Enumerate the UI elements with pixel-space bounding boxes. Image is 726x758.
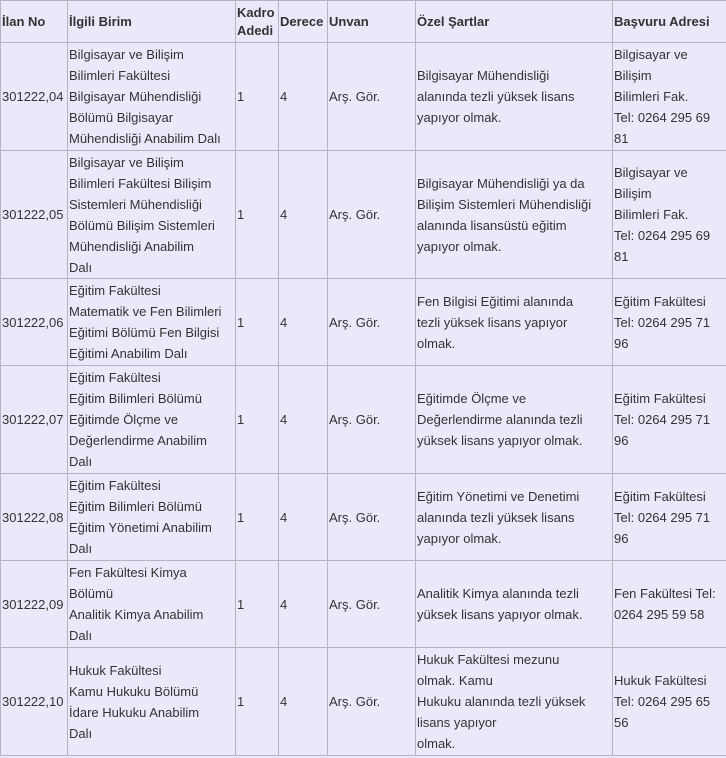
cell-birim-line: Değerlendirme Anabilim xyxy=(69,433,208,448)
cell-birim-line: Bilimleri Fakültesi xyxy=(69,68,171,83)
cell-adres-line: Tel: 0264 295 71 xyxy=(614,412,711,427)
cell-sartlar xyxy=(416,648,613,756)
cell-unvan: Arş. Gör. xyxy=(328,561,416,648)
cell-sartlar xyxy=(416,366,613,474)
cell-kadro: 1 xyxy=(236,474,279,561)
cell-unvan: Arş. Gör. xyxy=(328,279,416,366)
cell-sartlar xyxy=(416,474,613,561)
cell-birim xyxy=(68,561,236,648)
cell-sartlar-line: Bilgisayar Mühendisliği xyxy=(417,68,550,83)
table-row xyxy=(1,151,726,279)
cell-ilan-no: 301222,09 xyxy=(1,561,68,648)
cell-birim xyxy=(68,366,236,474)
cell-birim xyxy=(68,279,236,366)
cell-birim-line: Eğitim Fakültesi xyxy=(69,283,161,298)
cell-ilan-no: 301222,07 xyxy=(1,366,68,474)
header-adres: Başvuru Adresi xyxy=(613,1,726,43)
cell-unvan: Arş. Gör. xyxy=(328,648,416,756)
cell-adres-line: 81 xyxy=(614,131,629,146)
cell-adres xyxy=(613,474,726,561)
cell-adres xyxy=(613,279,726,366)
cell-ilan-no: 301222,06 xyxy=(1,279,68,366)
table-row xyxy=(1,474,726,561)
cell-sartlar xyxy=(416,279,613,366)
cell-birim-line: Bölümü Bilgisayar xyxy=(69,110,174,125)
table-row xyxy=(1,648,726,756)
cell-birim-line: Bilgisayar ve Bilişim xyxy=(69,47,184,62)
cell-sartlar-line: Hukuk Fakültesi mezunu xyxy=(417,652,560,667)
table-header-row xyxy=(1,1,726,43)
cell-sartlar-line: tezli yüksek lisans yapıyor xyxy=(417,314,568,330)
cell-derece: 4 xyxy=(279,43,328,151)
table-row xyxy=(1,561,726,648)
cell-ilan-no: 301222,10 xyxy=(1,648,68,756)
cell-sartlar-line: Analitik Kimya alanında tezli xyxy=(417,586,579,601)
cell-birim-line: Bölümü Bilişim Sistemleri xyxy=(69,217,215,233)
cell-adres-line: Bilimleri Fak. xyxy=(614,207,689,222)
cell-adres-line: Bilgisayar ve xyxy=(614,165,688,180)
cell-unvan: Arş. Gör. xyxy=(328,366,416,474)
cell-derece: 4 xyxy=(279,648,328,756)
cell-derece: 4 xyxy=(279,561,328,648)
cell-kadro: 1 xyxy=(236,151,279,279)
cell-sartlar-line: Fen Bilgisi Eğitimi alanında xyxy=(417,293,574,309)
cell-birim-line: Dalı xyxy=(69,454,93,469)
cell-birim-line: Analitik Kimya Anabilim xyxy=(69,607,204,622)
cell-birim xyxy=(68,43,236,151)
cell-birim-line: Sistemleri Mühendisliği xyxy=(69,196,202,212)
cell-adres-line: Tel: 0264 295 71 xyxy=(614,509,711,525)
cell-sartlar-line: Bilgisayar Mühendisliği ya da xyxy=(417,175,585,191)
cell-sartlar-line: Eğitim Yönetimi ve Denetimi xyxy=(417,488,580,504)
cell-adres-line: Eğitim Fakültesi xyxy=(614,293,706,309)
cell-birim xyxy=(68,151,236,279)
cell-birim-line: Matematik ve Fen Bilimleri xyxy=(69,304,222,319)
cell-adres-line: Bilişim xyxy=(614,186,652,201)
cell-adres-line: Bilimleri Fak. xyxy=(614,89,689,104)
cell-birim-line: Hukuk Fakültesi xyxy=(69,662,162,678)
cell-ilan-no: 301222,08 xyxy=(1,474,68,561)
cell-birim-line: Eğitim Fakültesi xyxy=(69,478,161,493)
cell-birim-line: Dalı xyxy=(69,628,93,643)
cell-unvan: Arş. Gör. xyxy=(328,43,416,151)
cell-birim-line: Bölümü xyxy=(69,586,114,601)
cell-adres-line: Eğitim Fakültesi xyxy=(614,391,706,406)
cell-adres-line: Eğitim Fakültesi xyxy=(614,488,706,504)
cell-adres xyxy=(613,151,726,279)
header-birim: İlgili Birim xyxy=(68,1,236,43)
cell-birim-line: Dalı xyxy=(69,725,93,741)
cell-adres-line: 96 xyxy=(614,335,629,351)
cell-birim-line: Bilgisayar ve Bilişim xyxy=(69,154,184,170)
cell-sartlar-line: olmak. xyxy=(417,736,456,751)
cell-unvan: Arş. Gör. xyxy=(328,474,416,561)
cell-sartlar-line: yüksek lisans yapıyor olmak. xyxy=(417,607,583,622)
cell-birim-line: Eğitimde Ölçme ve xyxy=(69,412,179,427)
cell-birim-line: İdare Hukuku Anabilim xyxy=(69,704,200,720)
cell-adres-line: Fen Fakültesi Tel: xyxy=(614,586,716,601)
header-ilan-no: İlan No xyxy=(1,1,68,43)
cell-birim-line: Mühendisliği Anabilim Dalı xyxy=(69,131,221,146)
cell-derece: 4 xyxy=(279,279,328,366)
cell-adres xyxy=(613,366,726,474)
cell-adres-line: Bilgisayar ve xyxy=(614,47,688,62)
cell-unvan: Arş. Gör. xyxy=(328,151,416,279)
cell-sartlar-line: olmak. xyxy=(417,335,456,351)
cell-birim-line: Mühendisliği Anabilim xyxy=(69,238,195,254)
cell-sartlar-line: alanında lisansüstü eğitim xyxy=(417,217,567,233)
cell-birim-line: Kamu Hukuku Bölümü xyxy=(69,683,199,699)
cell-kadro: 1 xyxy=(236,43,279,151)
header-derece: Derece xyxy=(279,1,328,43)
cell-adres-line: 96 xyxy=(614,433,629,448)
cell-birim xyxy=(68,648,236,756)
cell-sartlar-line: yüksek lisans yapıyor olmak. xyxy=(417,433,583,448)
cell-kadro: 1 xyxy=(236,648,279,756)
header-kadro-line2: Adedi xyxy=(237,22,274,38)
cell-sartlar-line: yapıyor olmak. xyxy=(417,110,502,125)
cell-adres-line: 81 xyxy=(614,249,629,264)
cell-kadro: 1 xyxy=(236,561,279,648)
cell-birim-line: Bilimleri Fakültesi Bilişim xyxy=(69,175,212,191)
cell-kadro: 1 xyxy=(236,366,279,474)
cell-adres-line: 96 xyxy=(614,530,629,546)
cell-derece: 4 xyxy=(279,474,328,561)
cell-adres-line: Hukuk Fakültesi xyxy=(614,673,707,688)
cell-sartlar-line: olmak. Kamu xyxy=(417,673,493,688)
cell-sartlar xyxy=(416,43,613,151)
cell-adres-line: 56 xyxy=(614,715,629,730)
cell-birim xyxy=(68,474,236,561)
header-kadro xyxy=(236,1,279,43)
cell-birim-line: Dalı xyxy=(69,541,93,556)
cell-sartlar xyxy=(416,561,613,648)
cell-birim-line: Eğitimi Anabilim Dalı xyxy=(69,346,188,361)
header-unvan: Unvan xyxy=(328,1,416,43)
cell-adres-line: Tel: 0264 295 69 xyxy=(614,228,711,243)
cell-adres-line: Bilişim xyxy=(614,68,652,83)
cell-birim-line: Eğitimi Bölümü Fen Bilgisi xyxy=(69,325,220,340)
cell-sartlar-line: Değerlendirme alanında tezli xyxy=(417,412,583,427)
header-kadro-line1: Kadro xyxy=(237,4,275,20)
cell-ilan-no: 301222,05 xyxy=(1,151,68,279)
table-row xyxy=(1,279,726,366)
cell-adres xyxy=(613,43,726,151)
cell-ilan-no: 301222,04 xyxy=(1,43,68,151)
cell-adres-line: Tel: 0264 295 71 xyxy=(614,314,711,330)
cell-birim-line: Eğitim Bilimleri Bölümü xyxy=(69,391,202,406)
cell-adres-line: 0264 295 59 58 xyxy=(614,607,705,622)
cell-derece: 4 xyxy=(279,366,328,474)
cell-sartlar-line: Hukuku alanında tezli yüksek xyxy=(417,694,586,709)
cell-birim-line: Dalı xyxy=(69,259,93,275)
cell-sartlar-line: Eğitimde Ölçme ve xyxy=(417,391,527,406)
cell-adres xyxy=(613,648,726,756)
cell-birim-line: Eğitim Fakültesi xyxy=(69,370,161,385)
cell-sartlar-line: Bilişim Sistemleri Mühendisliği xyxy=(417,196,592,212)
table-row xyxy=(1,43,726,151)
cell-adres-line: Tel: 0264 295 65 xyxy=(614,694,711,709)
cell-derece: 4 xyxy=(279,151,328,279)
table-row xyxy=(1,366,726,474)
cell-birim-line: Eğitim Yönetimi Anabilim xyxy=(69,520,212,535)
cell-sartlar-line: alanında tezli yüksek lisans xyxy=(417,89,575,104)
cell-birim-line: Eğitim Bilimleri Bölümü xyxy=(69,499,202,514)
cell-sartlar-line: yapıyor olmak. xyxy=(417,530,502,546)
table-body xyxy=(1,43,726,756)
header-sartlar: Özel Şartlar xyxy=(416,1,613,43)
cell-birim-line: Fen Fakültesi Kimya xyxy=(69,565,187,580)
cell-kadro: 1 xyxy=(236,279,279,366)
cell-sartlar xyxy=(416,151,613,279)
cell-adres xyxy=(613,561,726,648)
cell-sartlar-line: alanında tezli yüksek lisans xyxy=(417,509,575,525)
cell-sartlar-line: yapıyor olmak. xyxy=(417,238,502,254)
cell-birim-line: Bilgisayar Mühendisliği xyxy=(69,89,202,104)
cell-adres-line: Tel: 0264 295 69 xyxy=(614,110,711,125)
cell-sartlar-line: lisans yapıyor xyxy=(417,715,497,730)
